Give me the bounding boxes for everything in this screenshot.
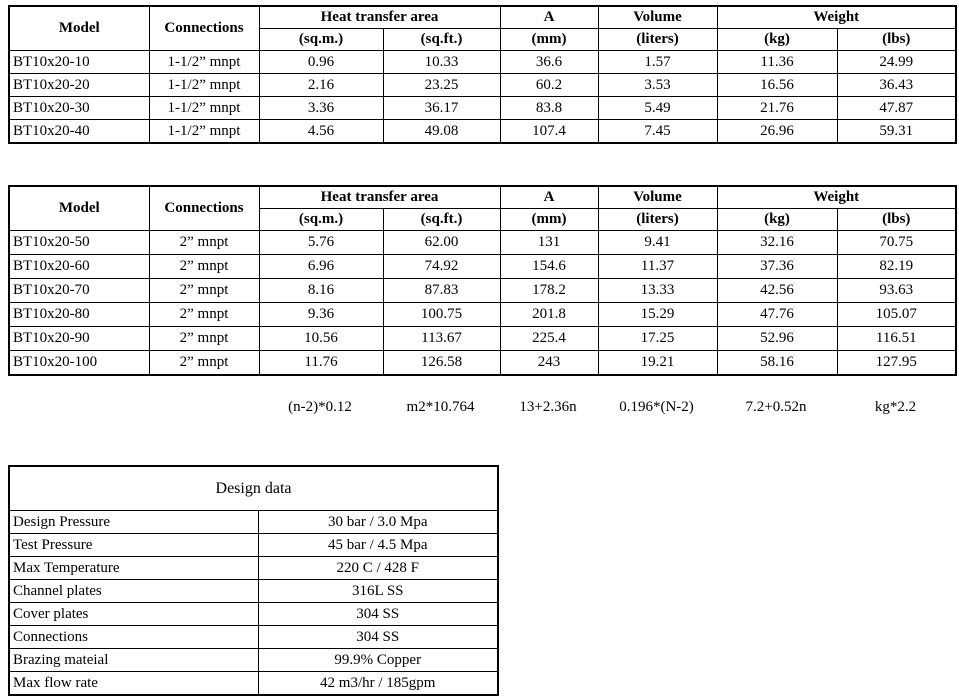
cell-value: 316L SS [258, 580, 498, 603]
cell-lbs: 105.07 [837, 303, 956, 327]
formula-sqm: (n-2)*0.12 [288, 398, 352, 415]
cell-mm: 83.8 [500, 97, 598, 120]
cell-sqft: 62.00 [383, 231, 500, 255]
column-header-sqft: (sq.ft.) [383, 209, 500, 231]
cell-mm: 131 [500, 231, 598, 255]
cell-value: 42 m3/hr / 185gpm [258, 672, 498, 696]
column-header-sqm: (sq.m.) [259, 29, 383, 51]
column-header-kg: (kg) [717, 29, 837, 51]
cell-label: Design Pressure [9, 511, 258, 534]
cell-mm: 225.4 [500, 327, 598, 351]
table-row [9, 231, 956, 255]
cell-lbs: 36.43 [837, 74, 956, 97]
cell-value: 30 bar / 3.0 Mpa [258, 511, 498, 534]
column-header-a: A [500, 6, 598, 29]
header-row-groups [9, 186, 956, 209]
cell-lbs: 24.99 [837, 51, 956, 74]
cell-lbs: 70.75 [837, 231, 956, 255]
table-row [9, 97, 956, 120]
cell-model: BT10x20-60 [9, 255, 149, 279]
cell-model: BT10x20-70 [9, 279, 149, 303]
cell-liters: 19.21 [598, 351, 717, 376]
column-header-volume: Volume [598, 186, 717, 209]
column-header-volume: Volume [598, 6, 717, 29]
cell-sqft: 113.67 [383, 327, 500, 351]
cell-liters: 17.25 [598, 327, 717, 351]
cell-mm: 243 [500, 351, 598, 376]
formula-mm: 13+2.36n [519, 398, 577, 415]
cell-mm: 107.4 [500, 120, 598, 144]
cell-sqm: 2.16 [259, 74, 383, 97]
cell-label: Brazing mateial [9, 649, 258, 672]
cell-model: BT10x20-40 [9, 120, 149, 144]
cell-connections: 1-1/2” mnpt [149, 51, 259, 74]
cell-sqm: 11.76 [259, 351, 383, 376]
cell-value: 220 C / 428 F [258, 557, 498, 580]
column-header-kg: (kg) [717, 209, 837, 231]
cell-model: BT10x20-20 [9, 74, 149, 97]
table-row [9, 626, 498, 649]
table-row [9, 557, 498, 580]
cell-liters: 9.41 [598, 231, 717, 255]
cell-label: Test Pressure [9, 534, 258, 557]
cell-sqm: 6.96 [259, 255, 383, 279]
column-header-a: A [500, 186, 598, 209]
column-header-connections: Connections [149, 186, 259, 231]
column-header-weight: Weight [717, 186, 956, 209]
cell-kg: 37.36 [717, 255, 837, 279]
table-row [9, 327, 956, 351]
cell-lbs: 116.51 [837, 327, 956, 351]
cell-kg: 11.36 [717, 51, 837, 74]
column-header-lbs: (lbs) [837, 209, 956, 231]
spec-table-small-models [8, 5, 957, 144]
cell-model: BT10x20-100 [9, 351, 149, 376]
formula-lbs: kg*2.2 [874, 398, 917, 415]
cell-kg: 21.76 [717, 97, 837, 120]
cell-liters: 3.53 [598, 74, 717, 97]
table-row [9, 603, 498, 626]
spec-table-large-models [8, 185, 957, 376]
cell-connections: 1-1/2” mnpt [149, 120, 259, 144]
cell-value: 99.9% Copper [258, 649, 498, 672]
cell-kg: 58.16 [717, 351, 837, 376]
column-header-mm: (mm) [500, 209, 598, 231]
table-row [9, 279, 956, 303]
cell-model: BT10x20-80 [9, 303, 149, 327]
column-header-liters: (liters) [598, 209, 717, 231]
cell-connections: 1-1/2” mnpt [149, 97, 259, 120]
cell-sqft: 74.92 [383, 255, 500, 279]
formula-row [8, 396, 955, 418]
table-row [9, 511, 498, 534]
cell-sqft: 49.08 [383, 120, 500, 144]
cell-mm: 36.6 [500, 51, 598, 74]
column-header-weight: Weight [717, 6, 956, 29]
cell-lbs: 59.31 [837, 120, 956, 144]
cell-sqft: 126.58 [383, 351, 500, 376]
cell-sqm: 0.96 [259, 51, 383, 74]
cell-connections: 1-1/2” mnpt [149, 74, 259, 97]
cell-connections: 2” mnpt [149, 231, 259, 255]
cell-kg: 47.76 [717, 303, 837, 327]
column-header-mm: (mm) [500, 29, 598, 51]
cell-sqm: 8.16 [259, 279, 383, 303]
column-header-liters: (liters) [598, 29, 717, 51]
cell-liters: 11.37 [598, 255, 717, 279]
cell-liters: 15.29 [598, 303, 717, 327]
cell-kg: 52.96 [717, 327, 837, 351]
cell-lbs: 93.63 [837, 279, 956, 303]
cell-sqft: 23.25 [383, 74, 500, 97]
cell-label: Max Temperature [9, 557, 258, 580]
cell-model: BT10x20-90 [9, 327, 149, 351]
cell-model: BT10x20-10 [9, 51, 149, 74]
cell-sqft: 10.33 [383, 51, 500, 74]
cell-connections: 2” mnpt [149, 279, 259, 303]
cell-liters: 5.49 [598, 97, 717, 120]
table-row [9, 120, 956, 144]
cell-kg: 16.56 [717, 74, 837, 97]
table-row [9, 51, 956, 74]
design-table-body [9, 511, 498, 696]
table-row [9, 303, 956, 327]
cell-sqm: 3.36 [259, 97, 383, 120]
column-header-sqft: (sq.ft.) [383, 29, 500, 51]
cell-label: Cover plates [9, 603, 258, 626]
formula-connections-spacer [148, 396, 258, 418]
cell-sqm: 9.36 [259, 303, 383, 327]
formula-model-spacer [8, 396, 148, 418]
spec-table-body [9, 231, 956, 376]
design-data-table [8, 465, 499, 696]
cell-connections: 2” mnpt [149, 327, 259, 351]
cell-kg: 26.96 [717, 120, 837, 144]
column-header-sqm: (sq.m.) [259, 209, 383, 231]
cell-sqft: 100.75 [383, 303, 500, 327]
table-row [9, 649, 498, 672]
cell-sqm: 5.76 [259, 231, 383, 255]
formula-kg: 7.2+0.52n [745, 398, 807, 415]
cell-mm: 60.2 [500, 74, 598, 97]
cell-value: 304 SS [258, 626, 498, 649]
column-header-heat-transfer-area: Heat transfer area [259, 6, 500, 29]
cell-mm: 178.2 [500, 279, 598, 303]
cell-lbs: 127.95 [837, 351, 956, 376]
cell-lbs: 82.19 [837, 255, 956, 279]
cell-sqm: 4.56 [259, 120, 383, 144]
cell-connections: 2” mnpt [149, 351, 259, 376]
cell-sqft: 87.83 [383, 279, 500, 303]
cell-liters: 7.45 [598, 120, 717, 144]
cell-liters: 1.57 [598, 51, 717, 74]
cell-label: Max flow rate [9, 672, 258, 696]
cell-kg: 32.16 [717, 231, 837, 255]
cell-value: 45 bar / 4.5 Mpa [258, 534, 498, 557]
table-row [9, 351, 956, 376]
design-data-title: Design data [9, 466, 498, 511]
cell-liters: 13.33 [598, 279, 717, 303]
cell-label: Connections [9, 626, 258, 649]
column-header-model: Model [9, 6, 149, 51]
table-row [9, 580, 498, 603]
table-row [9, 74, 956, 97]
cell-label: Channel plates [9, 580, 258, 603]
cell-connections: 2” mnpt [149, 255, 259, 279]
formula-sqft: m2*10.764 [406, 398, 475, 415]
cell-lbs: 47.87 [837, 97, 956, 120]
formula-liters: 0.196*(N-2) [619, 398, 694, 415]
cell-connections: 2” mnpt [149, 303, 259, 327]
cell-model: BT10x20-50 [9, 231, 149, 255]
column-header-heat-transfer-area: Heat transfer area [259, 186, 500, 209]
spec-table-body [9, 51, 956, 144]
column-header-lbs: (lbs) [837, 29, 956, 51]
cell-model: BT10x20-30 [9, 97, 149, 120]
formula-row-table [8, 396, 955, 418]
column-header-model: Model [9, 186, 149, 231]
cell-mm: 154.6 [500, 255, 598, 279]
table-row [9, 255, 956, 279]
column-header-connections: Connections [149, 6, 259, 51]
design-header-row [9, 466, 498, 511]
header-row-groups [9, 6, 956, 29]
cell-kg: 42.56 [717, 279, 837, 303]
cell-sqft: 36.17 [383, 97, 500, 120]
cell-value: 304 SS [258, 603, 498, 626]
cell-mm: 201.8 [500, 303, 598, 327]
cell-sqm: 10.56 [259, 327, 383, 351]
table-row [9, 534, 498, 557]
table-row [9, 672, 498, 696]
